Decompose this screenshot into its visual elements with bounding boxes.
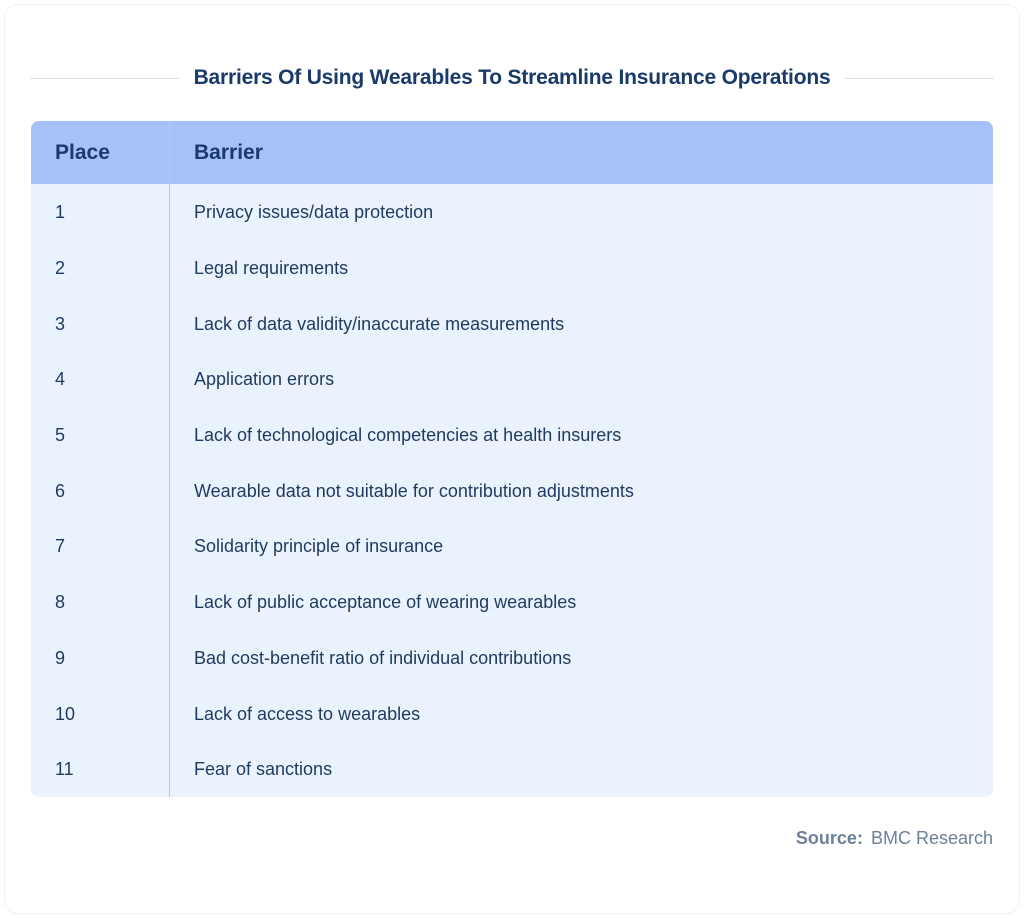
source-value: BMC Research <box>870 828 993 848</box>
barrier-cell: Lack of access to wearables <box>194 703 421 724</box>
place-cell: 6 <box>55 480 66 501</box>
place-cell: 11 <box>55 759 74 780</box>
table-row <box>31 241 993 297</box>
header-barrier: Barrier <box>194 140 263 164</box>
table-row <box>31 185 993 241</box>
table-header <box>31 121 993 184</box>
place-cell: 8 <box>55 592 66 613</box>
place-cell: 1 <box>55 202 66 223</box>
place-cell: 10 <box>55 703 76 724</box>
table-row <box>31 296 993 352</box>
table-row <box>31 519 993 575</box>
table-body <box>31 185 993 797</box>
table-row <box>31 742 993 797</box>
header-place: Place <box>55 140 110 164</box>
title-rule-left <box>30 78 180 79</box>
table-row <box>31 463 993 519</box>
barrier-cell: Lack of public acceptance of wearing wearables <box>194 592 577 613</box>
barrier-cell: Wearable data not suitable for contribution adjustments <box>194 480 634 501</box>
place-cell: 2 <box>55 258 66 279</box>
barrier-cell: Solidarity principle of insurance <box>194 536 444 557</box>
place-cell: 9 <box>55 647 66 668</box>
barrier-cell: Privacy issues/data protection <box>194 202 434 223</box>
barriers-table <box>31 121 993 797</box>
place-cell: 7 <box>55 536 66 557</box>
table-row <box>31 408 993 464</box>
page-title: Barriers Of Using Wearables To Streamline Insurance Operations <box>193 66 831 89</box>
table-row <box>31 631 993 687</box>
table-row <box>31 686 993 742</box>
barrier-cell: Lack of data validity/inaccurate measurements <box>194 313 565 334</box>
barrier-cell: Application errors <box>194 369 335 390</box>
title-row <box>30 58 994 98</box>
column-divider <box>169 121 170 797</box>
title-rule-right <box>844 78 994 79</box>
source-note <box>796 828 993 849</box>
barrier-cell: Lack of technological competencies at health insurers <box>194 425 622 446</box>
place-cell: 4 <box>55 369 66 390</box>
barrier-cell: Legal requirements <box>194 258 349 279</box>
source-label: Source: <box>795 828 863 848</box>
barrier-cell: Fear of sanctions <box>194 759 333 780</box>
barrier-cell: Bad cost-benefit ratio of individual contributions <box>194 647 572 668</box>
place-cell: 5 <box>55 425 66 446</box>
table-row <box>31 575 993 631</box>
place-cell: 3 <box>55 313 66 334</box>
table-row <box>31 352 993 408</box>
